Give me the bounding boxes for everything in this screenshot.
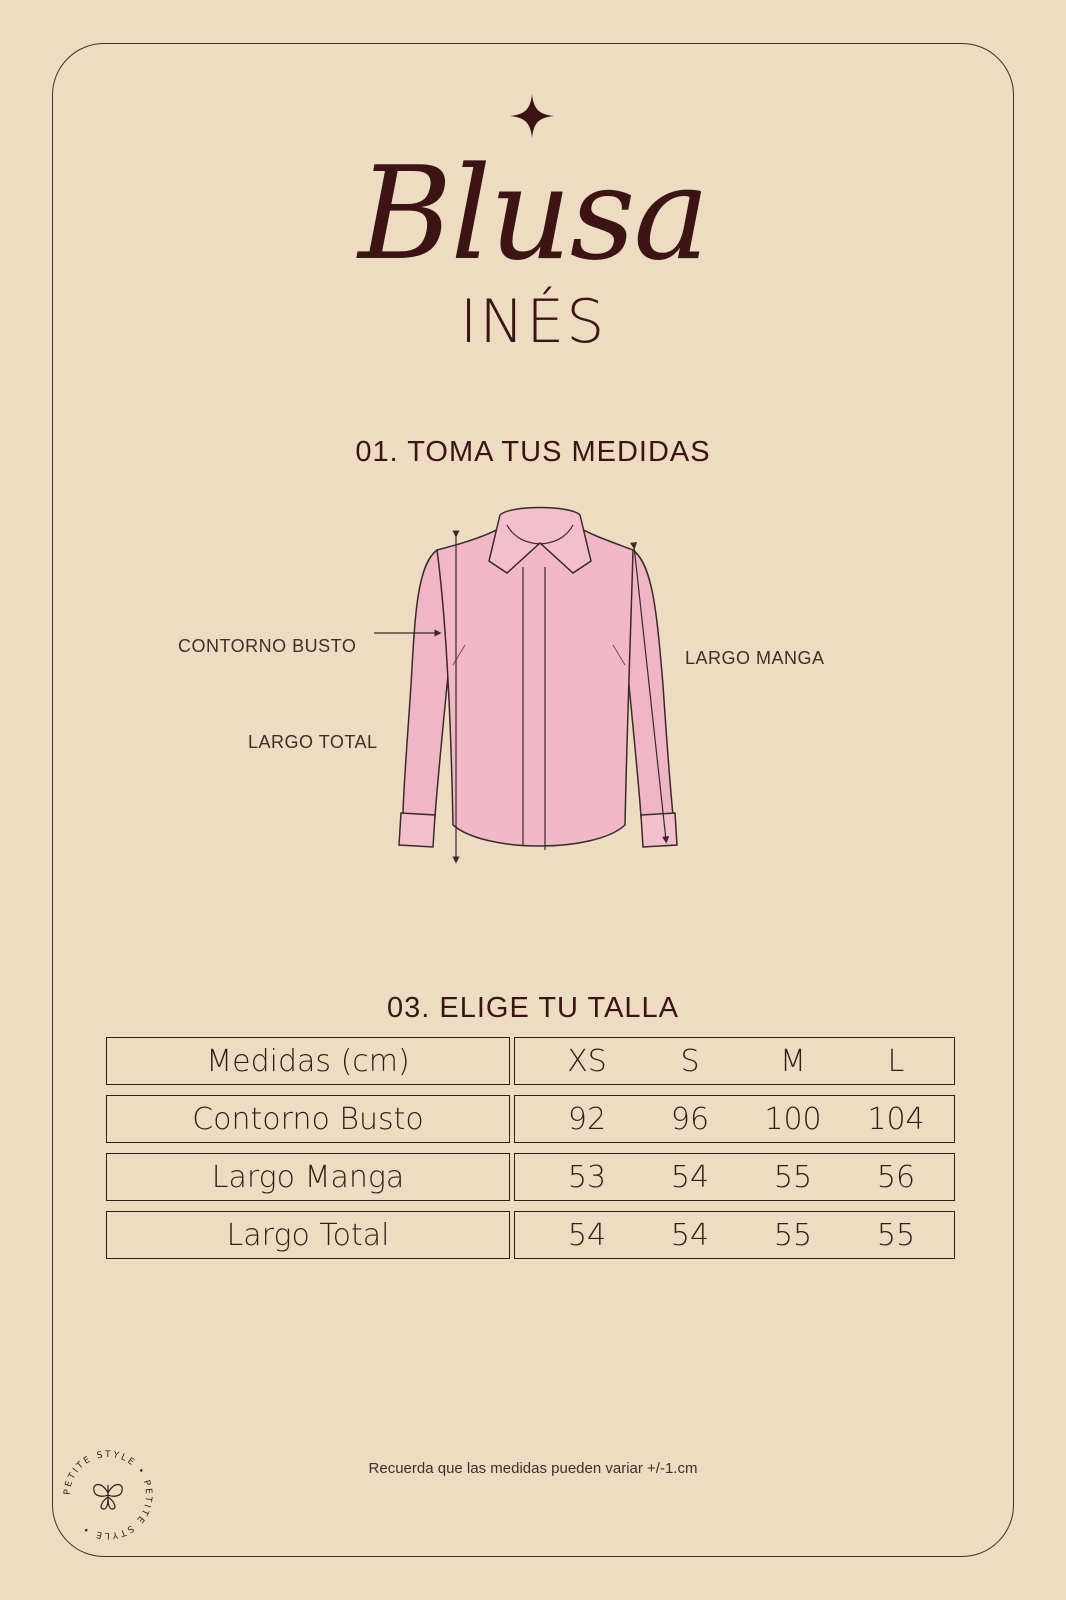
table-row (106, 1095, 955, 1143)
sparkle-icon (510, 94, 554, 138)
label-sleeve: LARGO MANGA (685, 648, 825, 668)
label-total-length: LARGO TOTAL (248, 732, 378, 752)
cell-value: 92 (567, 1102, 607, 1137)
row-values (514, 1153, 955, 1201)
row-label: Largo Manga (106, 1153, 510, 1201)
cell-value: 100 (764, 1102, 822, 1137)
size-xs: XS (567, 1044, 607, 1079)
cell-value: 55 (876, 1218, 916, 1253)
cell-value: 54 (567, 1218, 607, 1253)
cell-value: 96 (670, 1102, 710, 1137)
row-values (514, 1095, 955, 1143)
table-header-label: Medidas (cm) (106, 1037, 510, 1085)
row-values (514, 1211, 955, 1259)
cell-value: 54 (670, 1218, 710, 1253)
size-l: L (887, 1044, 905, 1079)
cell-value: 56 (876, 1160, 916, 1195)
table-row (106, 1211, 955, 1259)
table-row (106, 1153, 955, 1201)
product-subtitle: INÉS (459, 287, 607, 357)
product-title: Blusa (358, 140, 708, 289)
measurement-note: Recuerda que las medidas pueden variar +/-1.cm (368, 1460, 698, 1477)
measurement-arrows (370, 530, 690, 880)
cell-value: 55 (773, 1218, 813, 1253)
label-bust: CONTORNO BUSTO (178, 636, 357, 656)
cell-value: 53 (567, 1160, 607, 1195)
cell-value: 54 (670, 1160, 710, 1195)
measure-section-title: 01. TOMA TUS MEDIDAS (355, 436, 711, 468)
size-section-title: 03. ELIGE TU TALLA (386, 992, 680, 1024)
row-label: Contorno Busto (106, 1095, 510, 1143)
table-header-sizes (514, 1037, 955, 1085)
cell-value: 104 (867, 1102, 925, 1137)
cell-value: 55 (773, 1160, 813, 1195)
size-m: M (780, 1044, 806, 1079)
size-s: S (680, 1044, 700, 1079)
butterfly-icon (94, 1485, 123, 1510)
table-header-row (106, 1037, 955, 1085)
row-label: Largo Total (106, 1211, 510, 1259)
logo-ring-text: PETITE STYLE • PETITE STYLE • (62, 1449, 154, 1541)
brand-logo (58, 1445, 158, 1545)
